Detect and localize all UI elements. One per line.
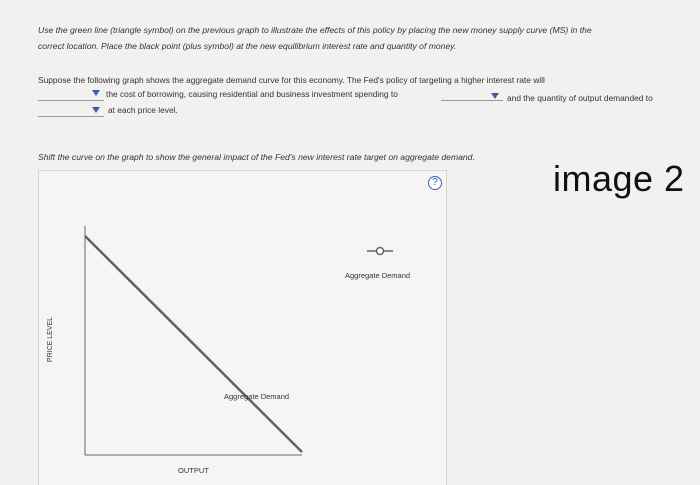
line-circle-marker-icon[interactable]: [367, 248, 393, 255]
shift-instruction: Shift the curve on the graph to show the general impact of the Fed's new interest rate target on aggregate demand.: [38, 152, 475, 162]
overlay-label: image 2: [553, 158, 685, 199]
question-part-a: the cost of borrowing, causing residential and business investment spending to: [106, 89, 398, 99]
question-text: Suppose the following graph shows the aggregate demand curve for this economy. The Fed's policy of targeting a higher interest rate will: [38, 75, 545, 85]
question-circle-icon[interactable]: ?: [428, 176, 442, 190]
aggregate-demand-curve[interactable]: [85, 236, 302, 452]
question-part-b: and the quantity of output demanded to: [507, 93, 653, 103]
question-part-c: at each price level.: [108, 105, 178, 115]
instructions-line-1: Use the green line (triangle symbol) on the previous graph to illustrate the effects of this policy by placing the new money supply curve (MS) in the: [38, 25, 592, 35]
y-axis-label: PRICE LEVEL: [47, 316, 55, 363]
legend-label: Aggregate Demand: [345, 271, 411, 280]
x-axis-label: OUTPUT: [178, 466, 209, 475]
curve-label: Aggregate Demand: [224, 392, 290, 401]
instructions-line-2: correct location. Place the black point (plus symbol) at the new equilibrium interest rate and quantity of money.: [38, 41, 457, 51]
